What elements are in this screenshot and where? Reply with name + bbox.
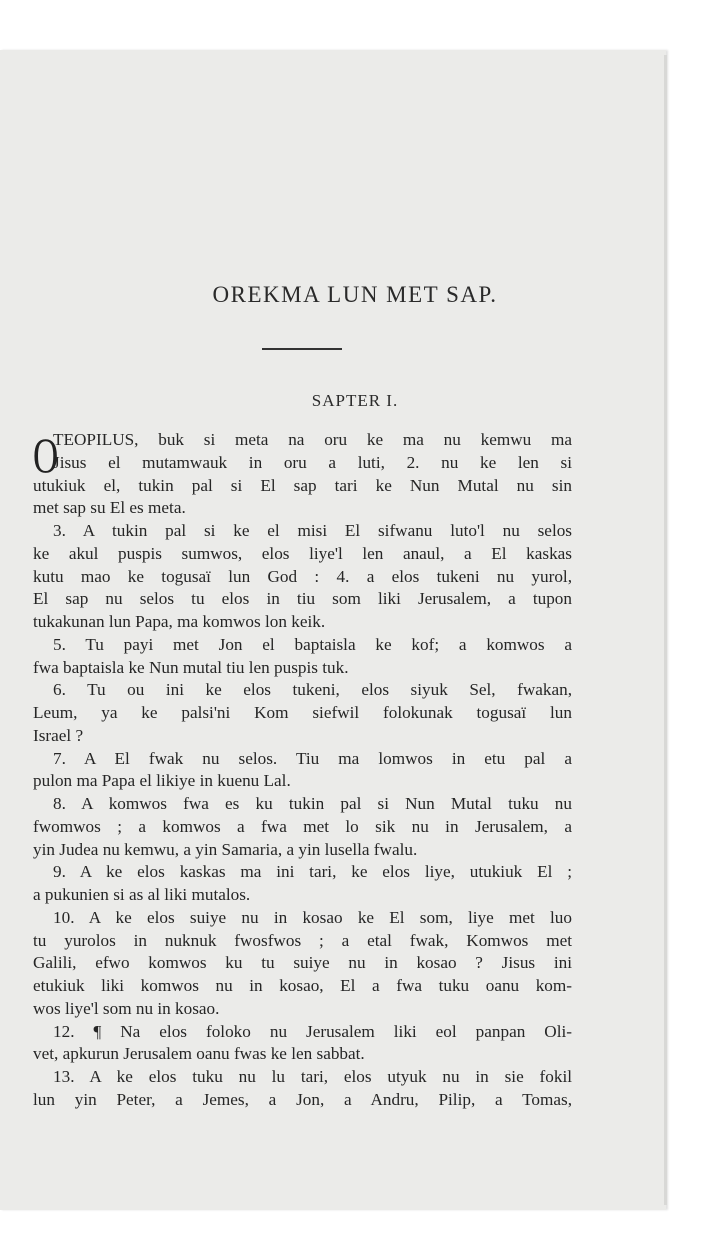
text-line: tu yurolos in nuknuk fwosfwos ; a etal fwak, Komwos met: [33, 930, 572, 950]
chapter-heading: SAPTER I.: [311, 391, 399, 410]
text-line: fwa baptaisla ke Nun mutal tiu len puspis tuk.: [33, 657, 349, 677]
text-line: yin Judea nu kemwu, a yin Samaria, a yin lusella fwalu.: [33, 839, 418, 859]
text-line: pulon ma Papa el likiye in kuenu Lal.: [33, 771, 291, 791]
text-line: lun yin Peter, a Jemes, a Jon, a Andru, Pilip, a Tomas,: [33, 1089, 572, 1109]
text-line: utukiuk el, tukin pal si El sap tari ke Nun Mutal nu sin: [33, 475, 572, 495]
text-line: 6. Tu ou ini ke elos tukeni, elos siyuk Sel, fwakan,: [53, 680, 572, 700]
text-line: El sap nu selos tu elos in tiu som liki Jerusalem, a tupon: [33, 589, 572, 609]
text-line: 3. A tukin pal si ke el misi El sifwanu luto'l nu selos: [53, 521, 572, 540]
text-line: a pukunien si as al liki mutalos.: [33, 885, 251, 904]
text-line: met sap su El es meta.: [33, 498, 186, 518]
text-line: tukakunan lun Papa, ma komwos lon keik.: [33, 612, 326, 631]
drop-cap: O: [33, 427, 59, 483]
text-line: 9. A ke elos kaskas ma ini tari, ke elos liye, utukiuk El ;: [53, 862, 572, 882]
text-line: Leum, ya ke palsi'ni Kom siefwil folokunak togusaï lun: [33, 703, 572, 722]
text-line: Galili, efwo komwos ku tu suiye nu in kosao ? Jisus ini: [33, 953, 572, 973]
page-edge: [664, 55, 667, 1205]
body-text: [33, 429, 572, 1112]
text-line: 13. A ke elos tuku nu lu tari, elos utyuk nu in sie fokil: [53, 1067, 572, 1086]
text-line: wos liye'l som nu in kosao.: [33, 998, 220, 1018]
text-line: 10. A ke elos suiye nu in kosao ke El som, liye met luo: [53, 907, 572, 927]
text-line: ke akul puspis sumwos, elos liye'l len anaul, a El kaskas: [33, 543, 572, 563]
text-line: kutu mao ke togusaï lun God : 4. a elos tukeni nu yurol,: [33, 566, 572, 586]
text-line: TEOPILUS, buk si meta na oru ke ma nu kemwu ma: [53, 430, 572, 449]
text-line: 7. A El fwak nu selos. Tiu ma lomwos in etu pal a: [53, 748, 572, 768]
text-line: vet, apkurun Jerusalem oanu fwas ke len sabbat.: [33, 1044, 365, 1064]
text-line: 5. Tu payi met Jon el baptaisla ke kof; a komwos a: [53, 634, 572, 654]
text-line: 8. A komwos fwa es ku tukin pal si Nun Mutal tuku nu: [53, 794, 572, 813]
text-line: Israel ?: [33, 725, 84, 745]
text-line: fwomwos ; a komwos a fwa met lo sik nu in Jerusalem, a: [33, 816, 572, 836]
page-title: OREKMA LUN MET SAP.: [212, 282, 498, 307]
text-line: Jisus el mutamwauk in oru a luti, 2. nu ke len si: [53, 452, 572, 472]
text-line: etukiuk liki komwos nu in kosao, El a fwa tuku oanu kom-: [33, 976, 572, 995]
title-rule: [262, 348, 342, 350]
text-line: 12. ¶ Na elos foloko nu Jerusalem liki eol panpan Oli-: [53, 1021, 572, 1041]
